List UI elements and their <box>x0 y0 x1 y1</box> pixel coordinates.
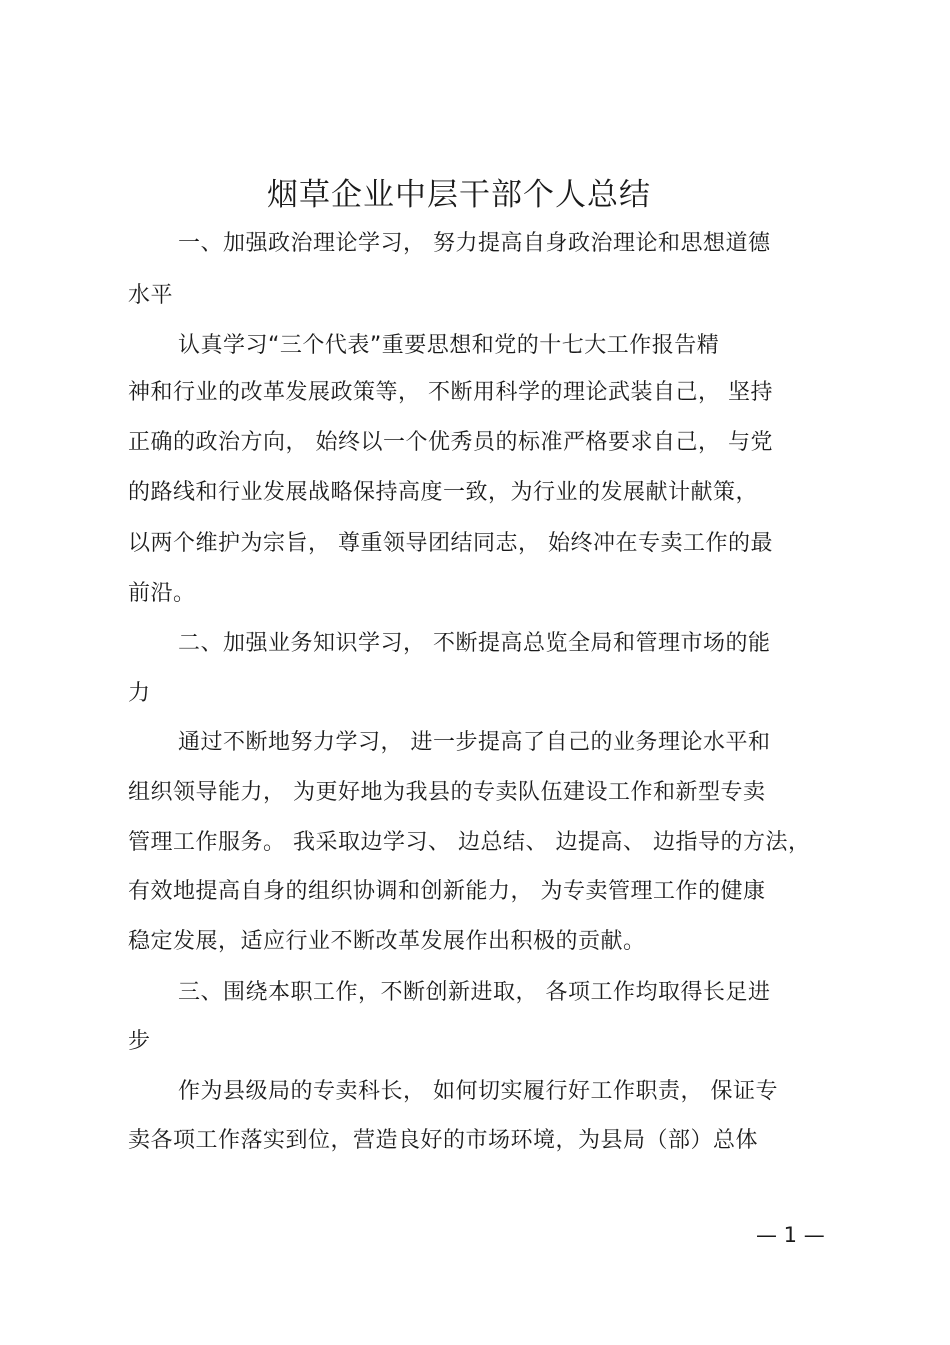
paragraph-line: 的路线和行业发展战略保持高度一致，为行业的发展献计献策， <box>128 480 759 505</box>
heading-section-1-cont: 水平 <box>128 283 174 308</box>
paragraph-line: 以两个维护为宗旨， 尊重领导团结同志， 始终冲在专卖工作的最 <box>128 531 773 556</box>
paragraph-line: 作为县级局的专卖科长， 如何切实履行好工作职责， 保证专 <box>178 1079 778 1104</box>
heading-section-2-cont: 力 <box>128 681 151 706</box>
paragraph-line: 卖各项工作落实到位，营造良好的市场环境，为县局（部）总体 <box>128 1128 759 1153</box>
paragraph-line: 正确的政治方向， 始终以一个优秀员的标准严格要求自己， 与党 <box>128 430 773 455</box>
heading-section-3: 三、围绕本职工作，不断创新进取， 各项工作均取得长足进 <box>178 980 771 1005</box>
paragraph-line: 认真学习“三个代表”重要思想和党的十七大工作报告精 <box>178 333 720 358</box>
heading-section-2: 二、加强业务知识学习， 不断提高总览全局和管理市场的能 <box>178 631 771 656</box>
paragraph-line: 组织领导能力， 为更好地为我县的专卖队伍建设工作和新型专卖 <box>128 780 766 805</box>
heading-section-1: 一、加强政治理论学习， 努力提高自身政治理论和思想道德 <box>178 231 771 256</box>
paragraph-line: 前沿。 <box>128 581 196 606</box>
paragraph-line: 稳定发展，适应行业不断改革发展作出积极的贡献。 <box>128 929 646 954</box>
paragraph-line: 神和行业的改革发展政策等， 不断用科学的理论武装自己， 坚持 <box>128 380 773 405</box>
paragraph-line: 管理工作服务。 我采取边学习、 边总结、 边提高、 边指导的方法， <box>128 830 811 855</box>
page-number: — 1 — <box>756 1223 825 1247</box>
paragraph-line: 通过不断地努力学习， 进一步提高了自己的业务理论水平和 <box>178 730 771 755</box>
document-title: 烟草企业中层干部个人总结 <box>267 177 651 213</box>
paragraph-line: 有效地提高自身的组织协调和创新能力， 为专卖管理工作的健康 <box>128 879 766 904</box>
heading-section-3-cont: 步 <box>128 1029 151 1054</box>
